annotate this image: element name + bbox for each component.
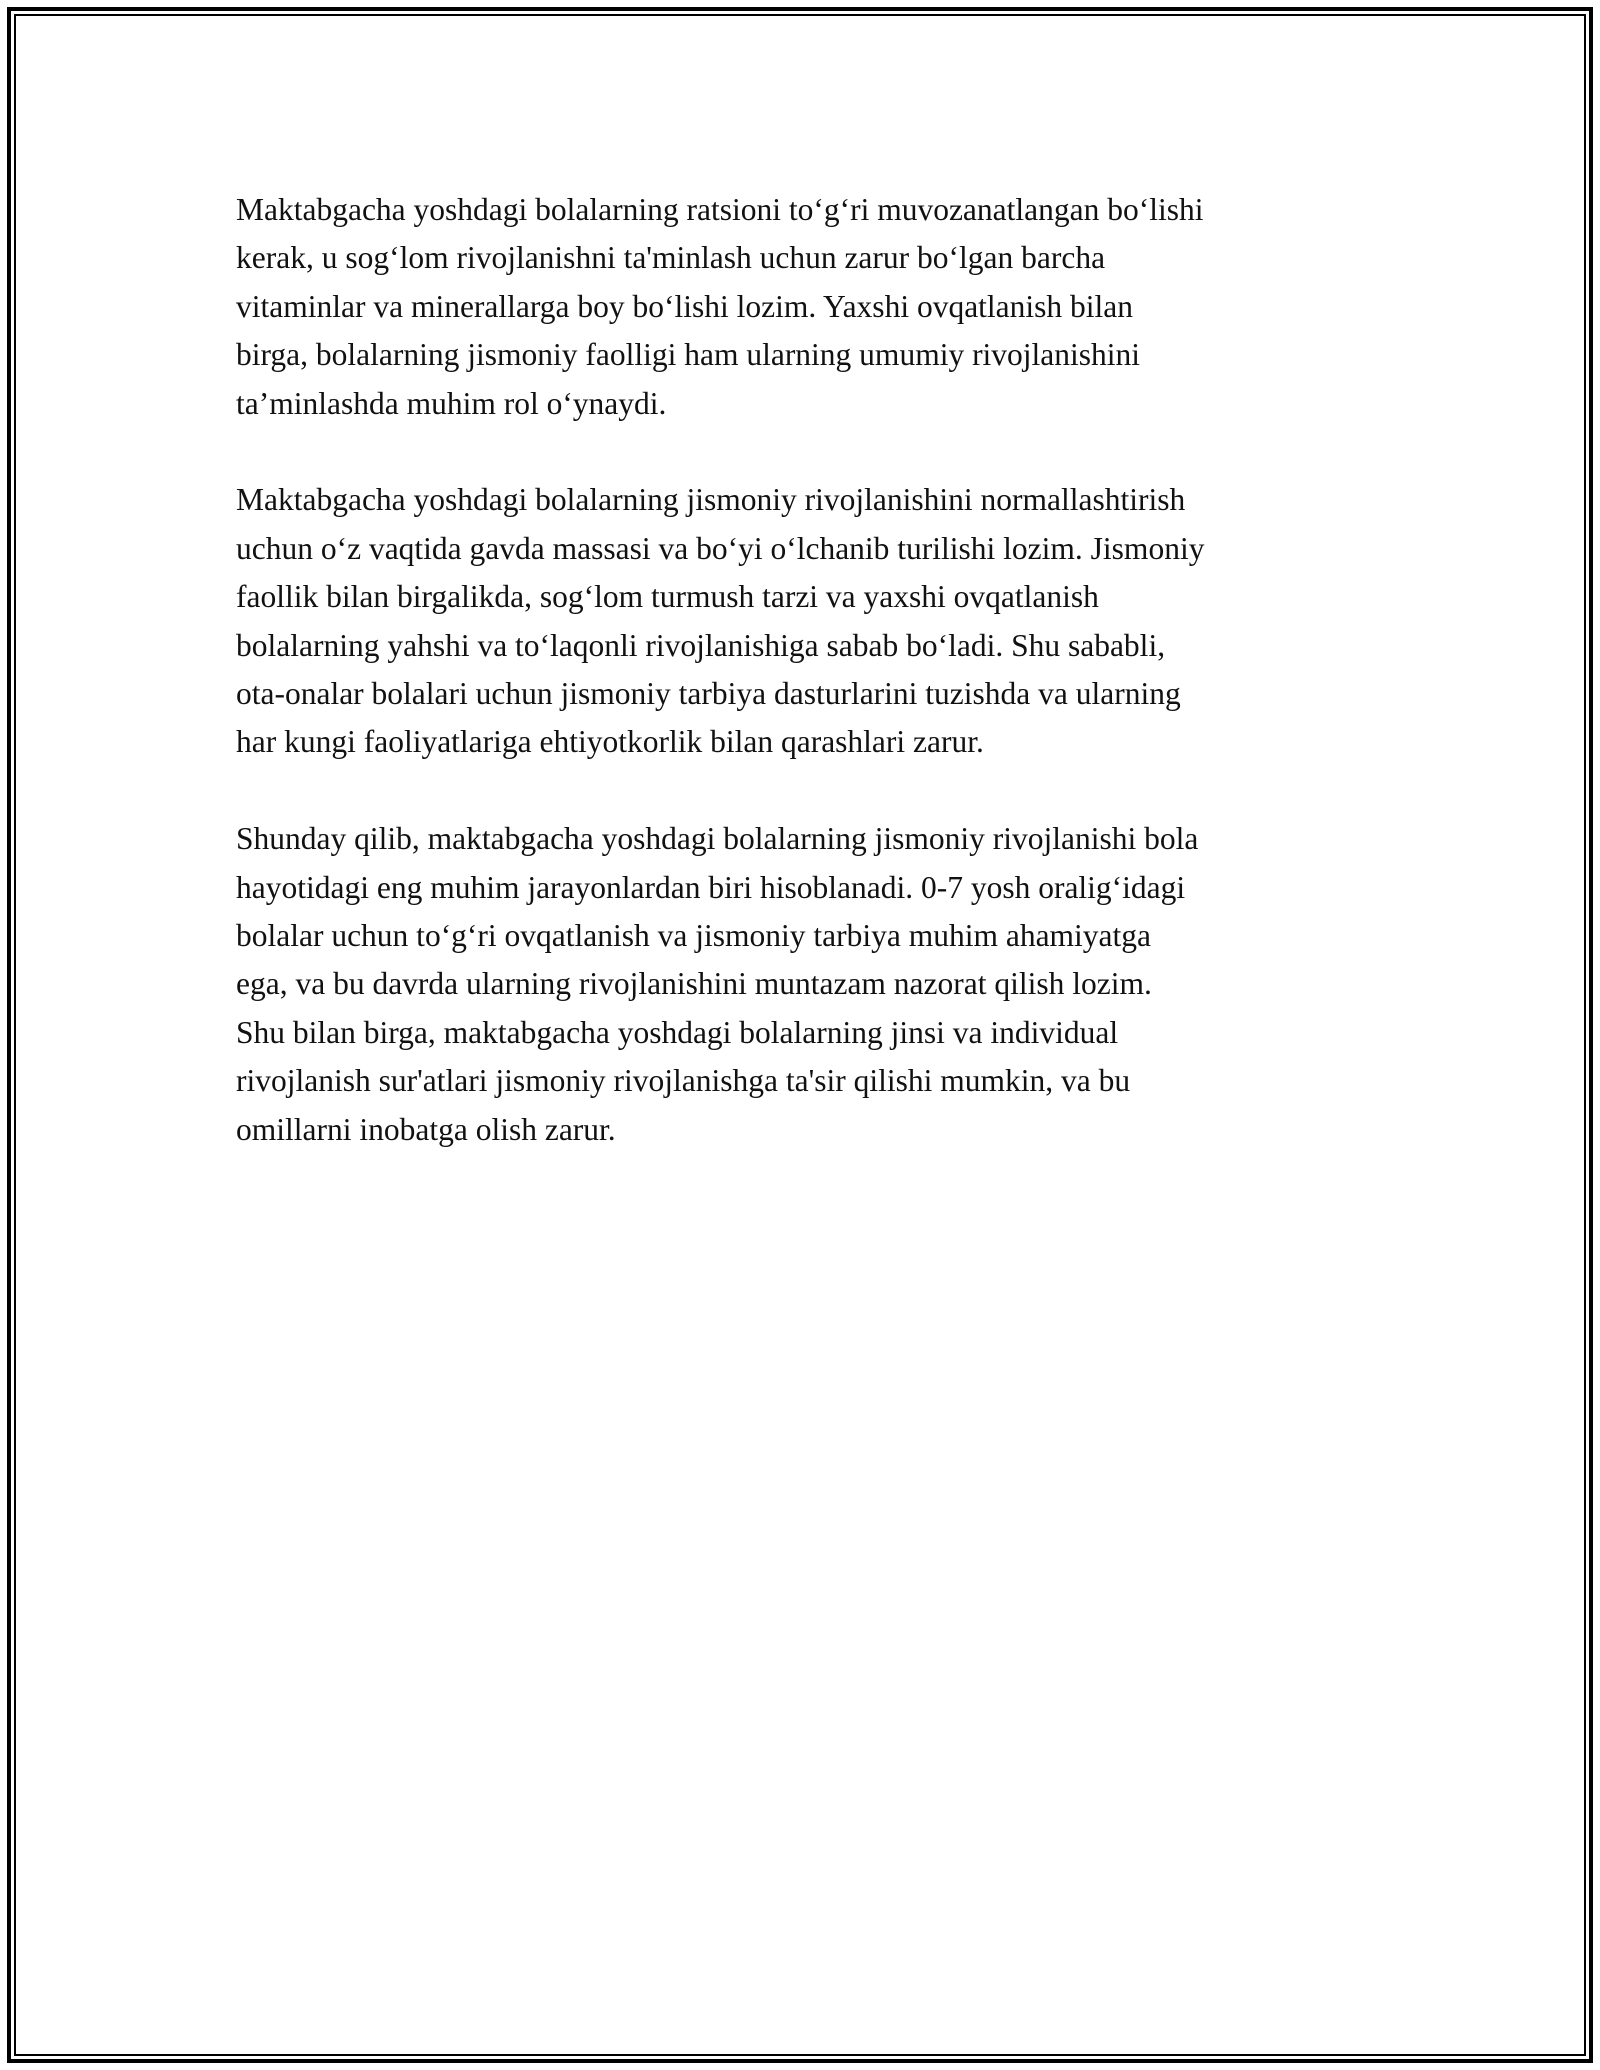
paragraph-line: rivojlanish sur'atlari jismoniy rivojlanishga ta'sir qilishi mumkin, va bu [236, 1063, 1131, 1099]
paragraph-line: birga, bolalarning jismoniy faolligi ham ularning umumiy rivojlanishini [236, 337, 1141, 373]
paragraph-line: bolalarning yahshi va to‘laqonli rivojlanishiga sabab bo‘ladi. Shu sababli, [236, 627, 1166, 663]
document-body [236, 186, 1376, 1154]
paragraph-line: Maktabgacha yoshdagi bolalarning jismoniy rivojlanishini normallashtirish [236, 482, 1186, 518]
paragraph-line: hayotidagi eng muhim jarayonlardan biri hisoblanadi. 0-7 yosh oralig‘idagi [236, 869, 1186, 905]
paragraph-line: omillarni inobatga olish zarur. [236, 1111, 616, 1147]
paragraph-line: ega, va bu davrda ularning rivojlanishini muntazam nazorat qilish lozim. [236, 966, 1152, 1002]
paragraph-line: kerak, u sog‘lom rivojlanishni ta'minlash uchun zarur bo‘lgan barcha [236, 240, 1106, 276]
paragraph-line: uchun o‘z vaqtida gavda massasi va bo‘yi o‘lchanib turilishi lozim. Jismoniy [236, 530, 1205, 566]
paragraph-1 [236, 186, 1376, 428]
paragraph-line: bolalar uchun to‘g‘ri ovqatlanish va jismoniy tarbiya muhim ahamiyatga [236, 918, 1152, 954]
paragraph-line: Shu bilan birga, maktabgacha yoshdagi bolalarning jinsi va individual [236, 1014, 1119, 1050]
paragraph-3 [236, 815, 1376, 1154]
paragraph-line: ota-onalar bolalari uchun jismoniy tarbiya dasturlarini tuzishda va ularning [236, 676, 1181, 712]
paragraph-line: Shunday qilib, maktabgacha yoshdagi bolalarning jismoniy rivojlanishi bola [236, 821, 1199, 857]
paragraph-2 [236, 476, 1376, 766]
paragraph-line: ta’minlashda muhim rol o‘ynaydi. [236, 385, 667, 421]
paragraph-line: Maktabgacha yoshdagi bolalarning ratsioni to‘g‘ri muvozanatlangan bo‘lishi [236, 192, 1204, 227]
paragraph-line: har kungi faoliyatlariga ehtiyotkorlik bilan qarashlari zarur. [236, 724, 984, 760]
paragraph-line: faollik bilan birgalikda, sog‘lom turmush tarzi va yaxshi ovqatlanish [236, 579, 1099, 615]
paragraph-line: vitaminlar va minerallarga boy bo‘lishi lozim. Yaxshi ovqatlanish bilan [236, 288, 1134, 324]
